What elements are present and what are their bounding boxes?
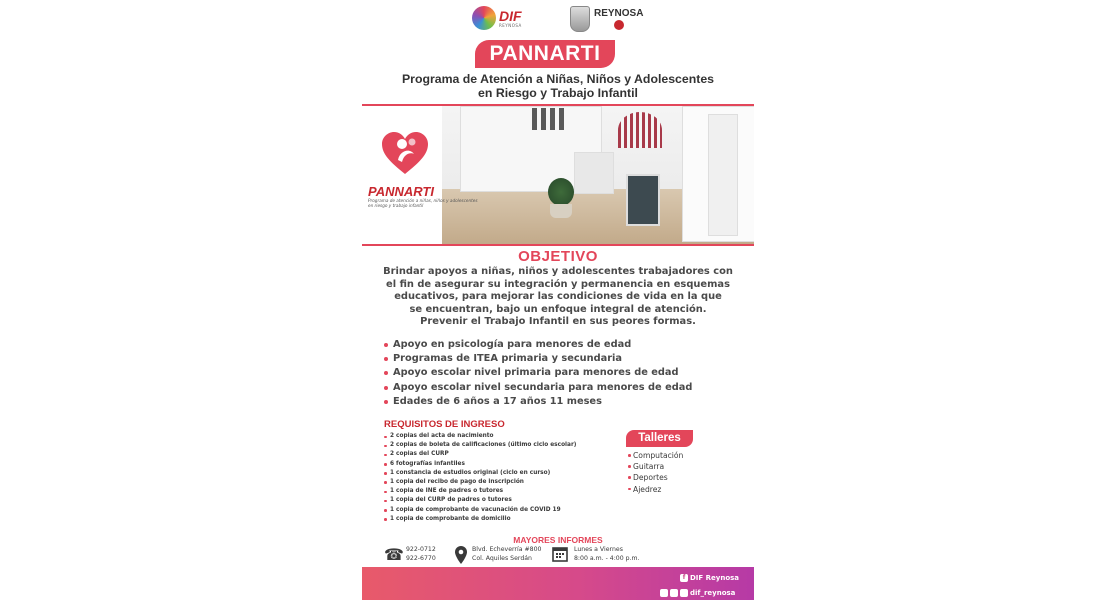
pannarti-heart-icon: [380, 130, 430, 176]
requisito-item: 2 copias del acta de nacimiento: [384, 432, 576, 441]
threads-icon[interactable]: [680, 589, 688, 597]
address-line: Blvd. Echeverría #800: [472, 546, 542, 553]
taller-item: Ajedrez: [628, 484, 683, 495]
address: [472, 545, 541, 563]
requisitos-list: [384, 432, 576, 524]
social-handle-row: [660, 589, 735, 597]
building-photo: [440, 106, 754, 244]
flyer: [362, 0, 754, 600]
requisito-item: 6 fotografías infantiles: [384, 460, 576, 469]
schedule-days: Lunes a Viernes: [574, 546, 623, 553]
footer-bar: [362, 567, 754, 600]
page-title: PANNARTI: [475, 40, 615, 68]
address-line: Col. Aquiles Serdán: [472, 555, 532, 562]
requisito-item: 1 copia de comprobante de vacunación de COVID 19: [384, 506, 576, 515]
dif-logo-text: DIF: [499, 7, 522, 24]
requisito-item: 1 copia del CURP de padres o tutores: [384, 496, 576, 505]
requisito-item: 1 copia del recibo de pago de inscripción: [384, 478, 576, 487]
page-subtitle: [362, 72, 754, 100]
location-pin-icon: [455, 546, 467, 564]
objetivo-title: OBJETIVO: [518, 248, 598, 265]
calendar-icon: [552, 546, 568, 562]
requisito-item: 2 copias de boleta de calificaciones (último ciclo escolar): [384, 441, 576, 450]
subtitle-line: en Riesgo y Trabajo Infantil: [478, 86, 638, 100]
instagram-icon[interactable]: [670, 589, 678, 597]
taller-item: Computación: [628, 450, 683, 461]
service-item: Edades de 6 años a 17 años 11 meses: [384, 395, 692, 409]
subtitle-line: Programa de Atención a Niñas, Niños y Adolescentes: [401, 72, 715, 86]
shield-icon: [570, 6, 590, 32]
objetivo-line: el fin de asegurar su integración y permanencia en esquemas: [386, 278, 730, 290]
schedule: [574, 545, 640, 563]
talleres-title: Talleres: [626, 430, 693, 447]
service-item: Apoyo en psicología para menores de edad: [384, 338, 692, 352]
hero-brand: PANNARTI: [368, 184, 434, 199]
talleres-list: [628, 450, 683, 495]
pannarti-brand-panel: [362, 106, 442, 244]
objetivo-line: Brindar apoyos a niñas, niños y adolescentes trabajadores con: [383, 266, 733, 277]
objetivo-text: [380, 266, 736, 329]
service-item: Apoyo escolar nivel primaria para menores de edad: [384, 366, 692, 380]
phone-icon: ☎: [384, 545, 404, 564]
reynosa-logo-text: REYNOSA: [594, 8, 644, 19]
service-item: Programas de ITEA primaria y secundaria: [384, 352, 692, 366]
divider: [362, 244, 754, 246]
requisito-item: 2 copias del CURP: [384, 450, 576, 459]
heart-icon: [614, 20, 624, 30]
phone-number: 922-0712: [406, 546, 436, 553]
service-item: Apoyo escolar nivel secundaria para menores de edad: [384, 381, 692, 395]
schedule-hours: 8:00 a.m. - 4:00 p.m.: [574, 555, 640, 562]
phone-numbers: [406, 545, 436, 563]
objetivo-line: educativos, para mejorar las condiciones de vida en la que: [394, 291, 722, 302]
dif-logo: [472, 6, 522, 30]
phone-number: 922-6770: [406, 555, 436, 562]
logo-bar: [362, 4, 754, 34]
objetivo-line: se encuentran, bajo un enfoque integral de atención.: [409, 303, 707, 315]
taller-item: Guitarra: [628, 461, 683, 472]
requisito-item: 1 constancia de estudios original (ciclo en curso): [384, 469, 576, 478]
requisitos-title: REQUISITOS DE INGRESO: [384, 419, 505, 430]
dif-star-icon: [472, 6, 496, 30]
requisito-item: 1 copia de INE de padres o tutores: [384, 487, 576, 496]
facebook-label: DIF Reynosa: [690, 574, 740, 582]
contact-title: MAYORES INFORMES: [513, 535, 603, 545]
twitter-icon[interactable]: [660, 589, 668, 597]
hero-banner: [362, 106, 754, 244]
facebook-icon[interactable]: f: [680, 574, 688, 582]
reynosa-logo: [570, 6, 643, 32]
objetivo-line: Prevenir el Trabajo Infantil en sus peores formas.: [420, 316, 696, 327]
hero-tagline: Programa de atención a niñas, niños y adolescentes en riesgo y trabajo infantil: [368, 198, 478, 208]
facebook-row: [680, 574, 739, 582]
dif-logo-sub: REYNOSA: [499, 22, 522, 28]
taller-item: Deportes: [628, 472, 683, 483]
requisito-item: 1 copia de comprobante de domicilio: [384, 515, 576, 524]
social-handle: dif_reynosa: [690, 589, 736, 597]
services-list: [384, 338, 692, 409]
